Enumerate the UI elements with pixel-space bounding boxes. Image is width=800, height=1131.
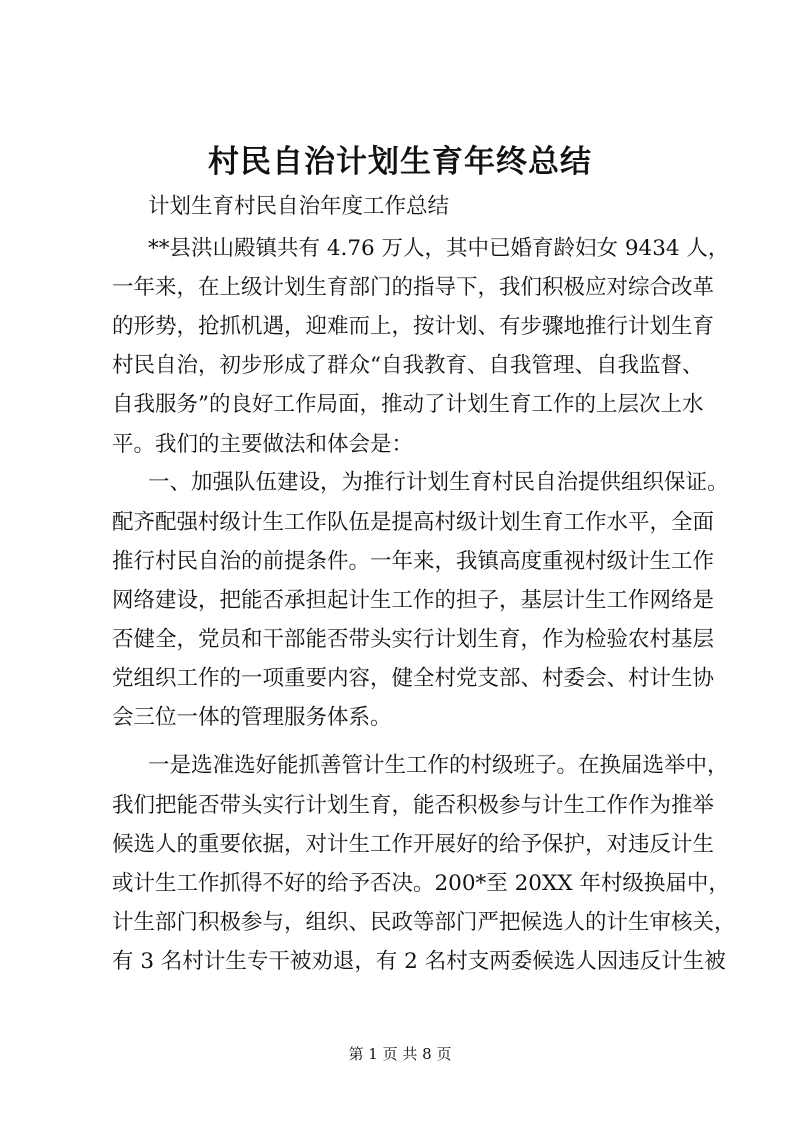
body-line: 有 3 名村计生专干被劝退，有 2 名村支两委候选人因违反计生被 [112, 949, 726, 974]
body-line: 我们把能否带头实行计划生育，能否积极参与计生工作作为推举 [112, 793, 715, 818]
body-line: 推行村民自治的前提条件。一年来，我镇高度重视村级计生工作 [112, 549, 715, 574]
page-footer: 第 1 页 共 8 页 [348, 1045, 452, 1063]
body-line: 候选人的重要依据，对计生工作开展好的给予保护，对违反计生 [112, 832, 715, 857]
body-line: 或计生工作抓得不好的给予否决。200*至 20XX 年村级换届中， [112, 871, 730, 896]
body-line: 会三位一体的管理服务体系。 [112, 705, 392, 730]
body-line: 自我服务”的良好工作局面，推动了计划生育工作的上层次上水 [112, 392, 704, 417]
body-line: **县洪山殿镇共有 4.76 万人，其中已婚育龄妇女 9434 人， [148, 236, 730, 261]
body-line: 的形势，抢抓机遇，迎难而上，按计划、有步骤地推行计划生育 [112, 314, 715, 339]
body-line: 配齐配强村级计生工作队伍是提高村级计划生育工作水平，全面 [112, 510, 715, 535]
body-line: 网络建设，把能否承担起计生工作的担子，基层计生工作网络是 [112, 588, 715, 613]
body-line: 计生部门积极参与，组织、民政等部门严把候选人的计生审核关， [112, 910, 736, 935]
subtitle-line: 计划生育村民自治年度工作总结 [148, 194, 450, 219]
body-line: 一年来，在上级计划生育部门的指导下，我们积极应对综合改革 [112, 275, 715, 300]
body-line: 村民自治，初步形成了群众“自我教育、自我管理、自我监督、 [112, 353, 704, 378]
section-heading-line: 一、加强队伍建设，为推行计划生育村民自治提供组织保证。 [148, 470, 729, 495]
document-title: 村民自治计划生育年终总结 [208, 144, 592, 180]
body-line: 平。我们的主要做法和体会是： [112, 432, 414, 457]
body-line: 一是选准选好能抓善管计生工作的村级班子。在换届选举中， [148, 753, 729, 778]
body-line: 否健全，党员和干部能否带头实行计划生育，作为检验农村基层 [112, 627, 715, 652]
body-line: 党组织工作的一项重要内容，健全村党支部、村委会、村计生协 [112, 666, 715, 691]
